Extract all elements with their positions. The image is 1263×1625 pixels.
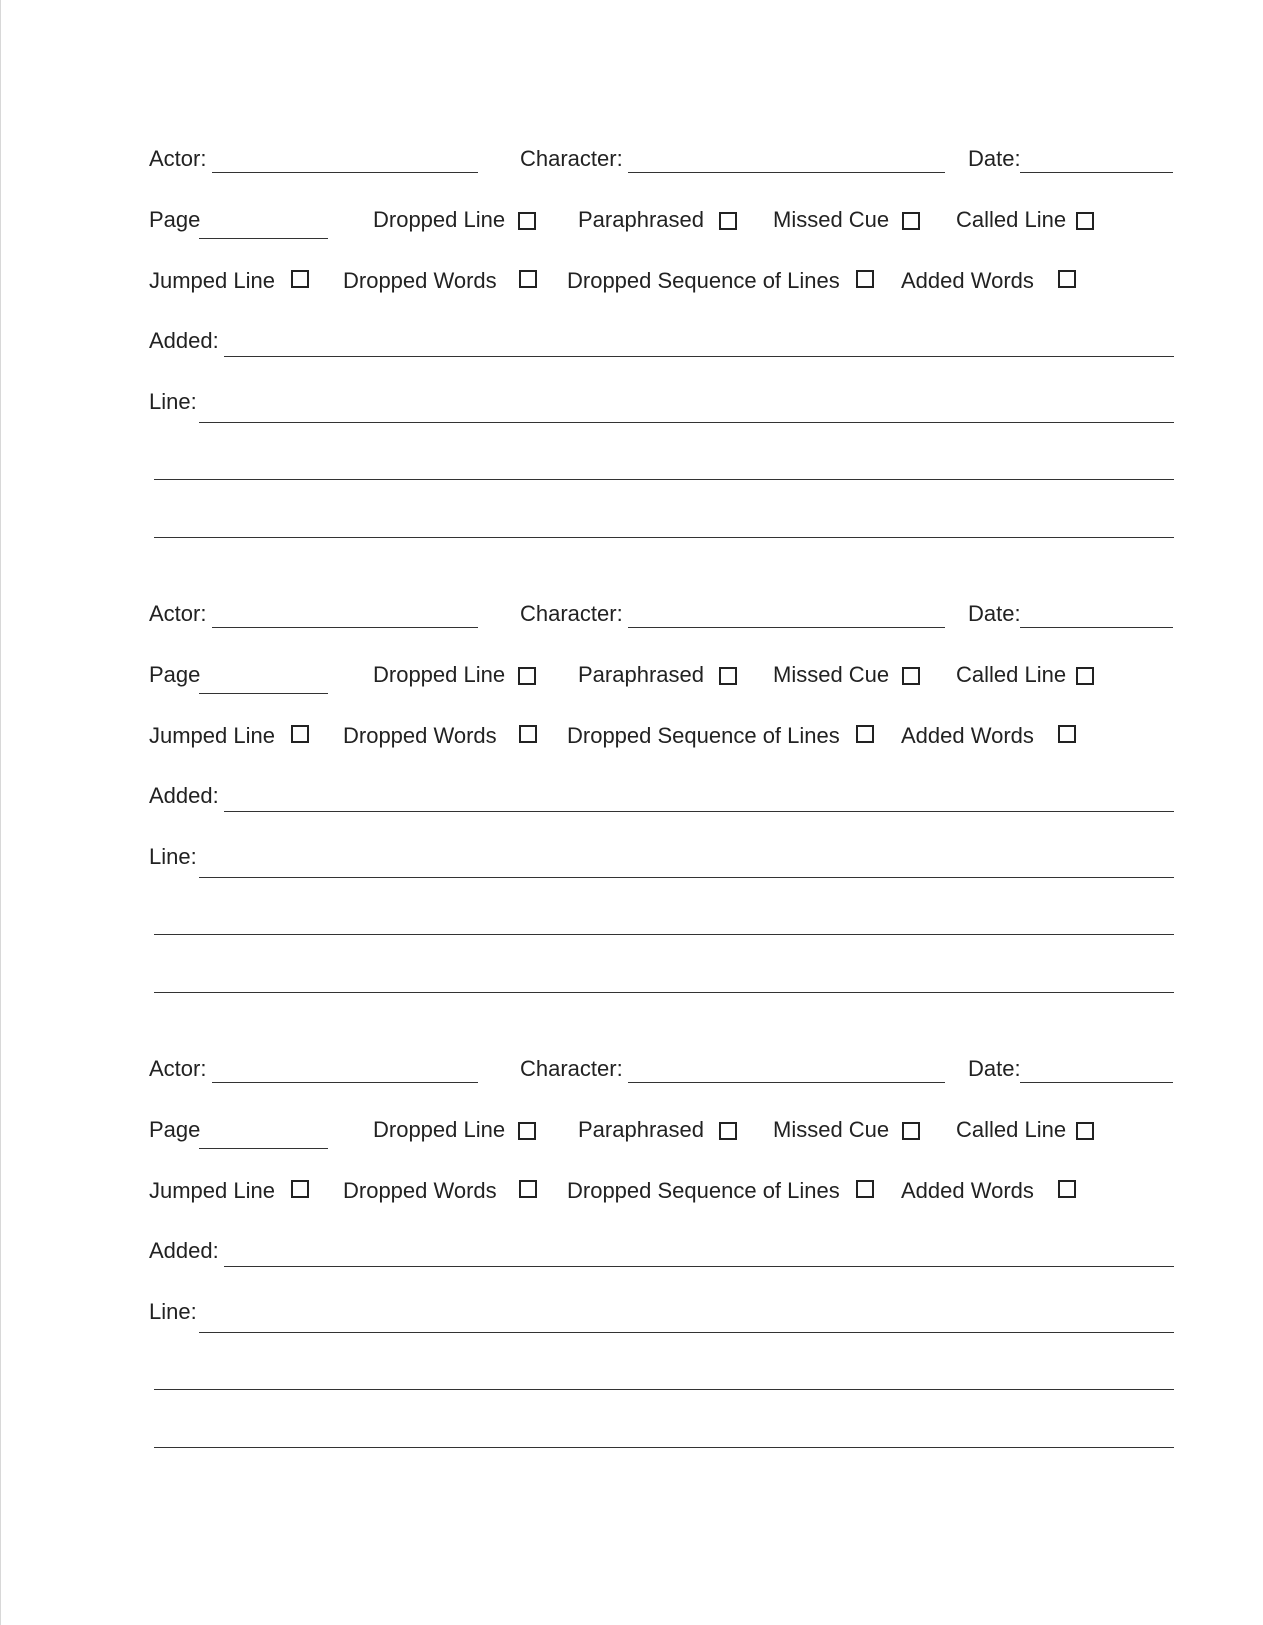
- paraphrased-label: Paraphrased: [578, 1117, 704, 1142]
- dropped-words-label: Dropped Words: [343, 268, 497, 293]
- dropped-line-checkbox[interactable]: [518, 667, 536, 685]
- added-label: Added:: [149, 328, 219, 353]
- dropped-words-checkbox[interactable]: [519, 270, 537, 288]
- page-label: Page: [149, 662, 201, 687]
- added-words-label: Added Words: [901, 268, 1034, 293]
- line-field[interactable]: [199, 1332, 1174, 1333]
- dropped-words-label: Dropped Words: [343, 723, 497, 748]
- line-field[interactable]: [199, 877, 1174, 878]
- line-field-continued[interactable]: [154, 1447, 1174, 1448]
- dropped-sequence-label: Dropped Sequence of Lines: [567, 1178, 840, 1203]
- called-line-checkbox[interactable]: [1076, 1122, 1094, 1140]
- dropped-sequence-label: Dropped Sequence of Lines: [567, 723, 840, 748]
- dropped-words-checkbox[interactable]: [519, 725, 537, 743]
- added-field[interactable]: [224, 811, 1174, 812]
- actor-field[interactable]: [212, 1082, 478, 1083]
- jumped-line-label: Jumped Line: [149, 268, 275, 293]
- called-line-label: Called Line: [956, 662, 1067, 687]
- character-label: Character:: [520, 1056, 623, 1081]
- missed-cue-checkbox[interactable]: [902, 212, 920, 230]
- added-field[interactable]: [224, 356, 1174, 357]
- called-line-label: Called Line: [956, 207, 1067, 232]
- actor-label: Actor:: [149, 601, 207, 626]
- jumped-line-checkbox[interactable]: [291, 725, 309, 743]
- missed-cue-label: Missed Cue: [773, 1117, 890, 1142]
- missed-cue-label: Missed Cue: [773, 662, 890, 687]
- dropped-line-checkbox[interactable]: [518, 212, 536, 230]
- line-field[interactable]: [199, 422, 1174, 423]
- date-field[interactable]: [1020, 1082, 1173, 1083]
- added-label: Added:: [149, 783, 219, 808]
- character-field[interactable]: [628, 627, 945, 628]
- actor-field[interactable]: [212, 627, 478, 628]
- added-field[interactable]: [224, 1266, 1174, 1267]
- line-label: Line:: [149, 389, 197, 414]
- called-line-checkbox[interactable]: [1076, 667, 1094, 685]
- paraphrased-label: Paraphrased: [578, 662, 704, 687]
- jumped-line-checkbox[interactable]: [291, 1180, 309, 1198]
- dropped-sequence-checkbox[interactable]: [856, 270, 874, 288]
- added-words-checkbox[interactable]: [1058, 270, 1076, 288]
- dropped-sequence-checkbox[interactable]: [856, 725, 874, 743]
- line-note-entry: [0, 0, 1263, 420]
- page-field[interactable]: [199, 1148, 328, 1149]
- added-label: Added:: [149, 1238, 219, 1263]
- actor-field[interactable]: [212, 172, 478, 173]
- jumped-line-checkbox[interactable]: [291, 270, 309, 288]
- dropped-line-label: Dropped Line: [373, 1117, 506, 1142]
- paraphrased-checkbox[interactable]: [719, 212, 737, 230]
- character-label: Character:: [520, 601, 623, 626]
- date-label: Date:: [968, 146, 1021, 171]
- dropped-line-label: Dropped Line: [373, 662, 506, 687]
- paraphrased-checkbox[interactable]: [719, 1122, 737, 1140]
- dropped-sequence-checkbox[interactable]: [856, 1180, 874, 1198]
- missed-cue-checkbox[interactable]: [902, 1122, 920, 1140]
- called-line-label: Called Line: [956, 1117, 1067, 1142]
- page-field[interactable]: [199, 693, 328, 694]
- date-label: Date:: [968, 1056, 1021, 1081]
- actor-label: Actor:: [149, 1056, 207, 1081]
- added-words-checkbox[interactable]: [1058, 725, 1076, 743]
- missed-cue-checkbox[interactable]: [902, 667, 920, 685]
- dropped-sequence-label: Dropped Sequence of Lines: [567, 268, 840, 293]
- page-label: Page: [149, 207, 201, 232]
- added-words-checkbox[interactable]: [1058, 1180, 1076, 1198]
- added-words-label: Added Words: [901, 1178, 1034, 1203]
- dropped-words-checkbox[interactable]: [519, 1180, 537, 1198]
- added-words-label: Added Words: [901, 723, 1034, 748]
- missed-cue-label: Missed Cue: [773, 207, 890, 232]
- page-label: Page: [149, 1117, 201, 1142]
- line-note-entry: [0, 455, 1263, 875]
- jumped-line-label: Jumped Line: [149, 1178, 275, 1203]
- line-field-continued[interactable]: [154, 1389, 1174, 1390]
- actor-label: Actor:: [149, 146, 207, 171]
- called-line-checkbox[interactable]: [1076, 212, 1094, 230]
- paraphrased-checkbox[interactable]: [719, 667, 737, 685]
- line-label: Line:: [149, 1299, 197, 1324]
- date-field[interactable]: [1020, 627, 1173, 628]
- jumped-line-label: Jumped Line: [149, 723, 275, 748]
- character-field[interactable]: [628, 1082, 945, 1083]
- character-field[interactable]: [628, 172, 945, 173]
- date-field[interactable]: [1020, 172, 1173, 173]
- page-field[interactable]: [199, 238, 328, 239]
- line-label: Line:: [149, 844, 197, 869]
- dropped-words-label: Dropped Words: [343, 1178, 497, 1203]
- dropped-line-checkbox[interactable]: [518, 1122, 536, 1140]
- line-note-entry: [0, 910, 1263, 1330]
- dropped-line-label: Dropped Line: [373, 207, 506, 232]
- date-label: Date:: [968, 601, 1021, 626]
- paraphrased-label: Paraphrased: [578, 207, 704, 232]
- character-label: Character:: [520, 146, 623, 171]
